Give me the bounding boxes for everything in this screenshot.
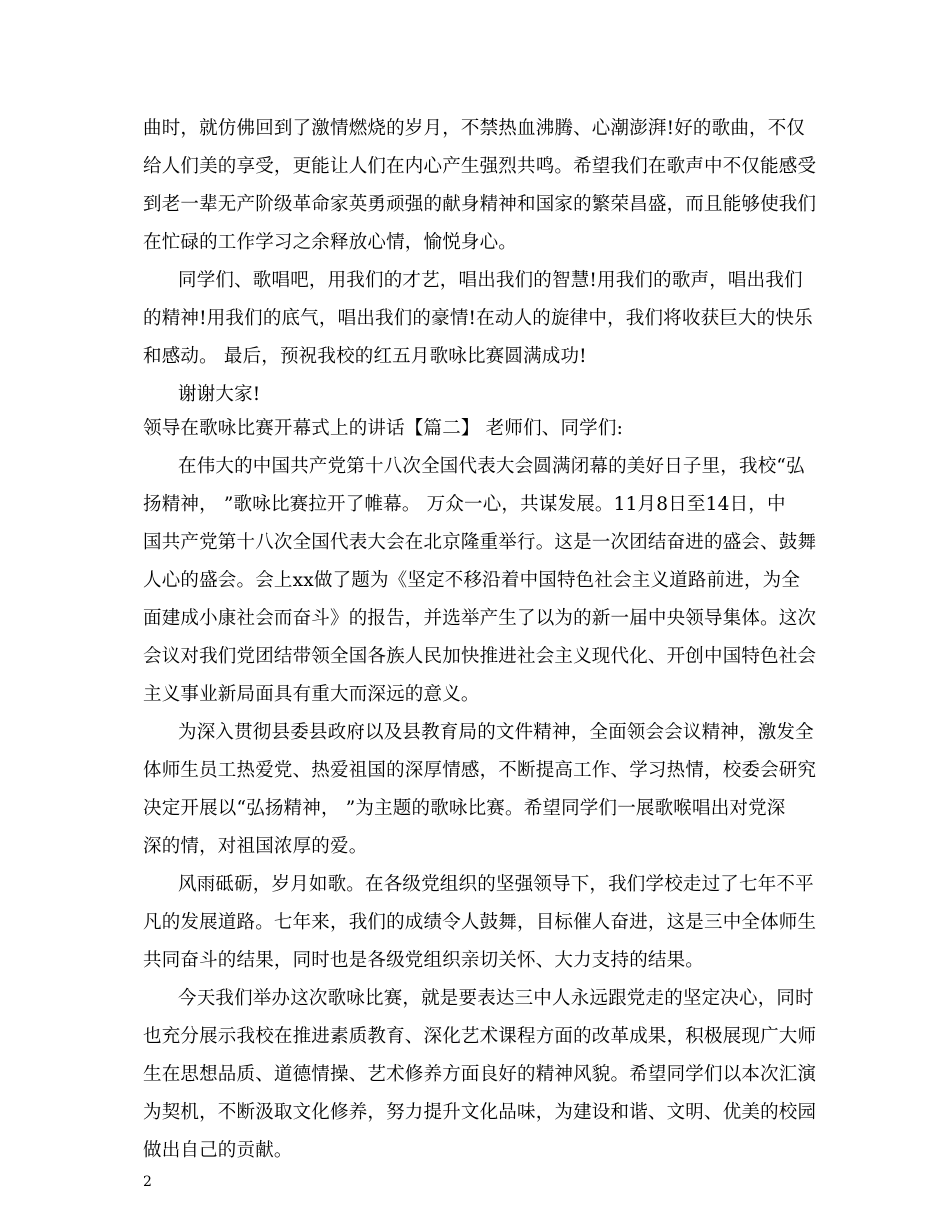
text-line: 会议对我们党团结带领全国各族人民加快推进社会主义现代化、开创中国特色社会 xyxy=(143,646,817,667)
text-line: 共同奋斗的结果，同时也是各级党组织亲切关怀、大力支持的结果。 xyxy=(143,950,705,971)
text-line: 人心的盛会。会上xx做了题为《坚定不移沿着中国特色社会主义道路前进，为全 xyxy=(143,570,801,591)
page-number: 2 xyxy=(143,1174,152,1190)
text-line: 生在思想品质、道德情操、艺术修养方面良好的精神风貌。希望同学们以本次汇演 xyxy=(143,1064,817,1085)
text-line: 为深入贯彻县委县政府以及县教育局的文件精神，全面领会会议精神，激发全 xyxy=(178,722,814,743)
text-line: 风雨砥砺，岁月如歌。在各级党组织的坚强领导下，我们学校走过了七年不平 xyxy=(178,874,814,895)
section-heading-line: 领导在歌咏比赛开幕式上的讲话【篇二】 老师们、同学们: xyxy=(143,418,624,439)
text-line: 体师生员工热爱党、热爱祖国的深厚情感，不断提高工作、学习热情，校委会研究 xyxy=(143,760,817,781)
text-line: 国共产党第十八次全国代表大会在北京隆重举行。这是一次团结奋进的盛会、鼓舞 xyxy=(143,532,817,553)
text-line: 扬精神， ”歌咏比赛拉开了帷幕。 万众一心，共谋发展。11月8日至14日，中 xyxy=(143,494,786,515)
text-line: 为契机，不断汲取文化修养，努力提升文化品味，为建设和谐、文明、优美的校园 xyxy=(143,1102,817,1123)
text-line: 今天我们举办这次歌咏比赛，就是要表达三中人永远跟党走的坚定决心，同时 xyxy=(178,988,814,1009)
text-line: 做出自己的贡献。 xyxy=(143,1140,293,1161)
text-line: 在忙碌的工作学习之余释放心情，愉悦身心。 xyxy=(143,232,518,253)
text-line: 给人们美的享受，更能让人们在内心产生强烈共鸣。希望我们在歌声中不仅能感受 xyxy=(143,156,817,177)
text-line: 面建成小康社会而奋斗》的报告，并选举产生了以为的新一届中央领导集体。这次 xyxy=(143,608,817,629)
text-line: 谢谢大家! xyxy=(178,384,261,405)
text-line: 凡的发展道路。七年来，我们的成绩令人鼓舞，目标催人奋进，这是三中全体师生 xyxy=(143,912,817,933)
text-line: 到老一辈无产阶级革命家英勇顽强的献身精神和国家的繁荣昌盛，而且能够使我们 xyxy=(143,194,817,215)
text-line: 主义事业新局面具有重大而深远的意义。 xyxy=(143,684,480,705)
text-line: 的精神!用我们的底气，唱出我们的豪情!在动人的旋律中，我们将收获巨大的快乐 xyxy=(143,308,813,329)
text-line: 曲时，就仿佛回到了激情燃烧的岁月，不禁热血沸腾、心潮澎湃!好的歌曲，不仅 xyxy=(143,118,806,139)
text-line: 深的情，对祖国浓厚的爱。 xyxy=(143,836,368,857)
text-line: 和感动。 最后，预祝我校的红五月歌咏比赛圆满成功! xyxy=(143,346,587,367)
text-line: 也充分展示我校在推进素质教育、深化艺术课程方面的改革成果，积极展现广大师 xyxy=(143,1026,817,1047)
text-line: 同学们、歌唱吧，用我们的才艺，唱出我们的智慧!用我们的歌声，唱出我们 xyxy=(178,270,803,291)
text-line: 在伟大的中国共产党第十八次全国代表大会圆满闭幕的美好日子里，我校“弘 xyxy=(178,456,805,477)
text-line: 决定开展以“弘扬精神， ”为主题的歌咏比赛。希望同学们一展歌喉唱出对党深 xyxy=(143,798,786,819)
